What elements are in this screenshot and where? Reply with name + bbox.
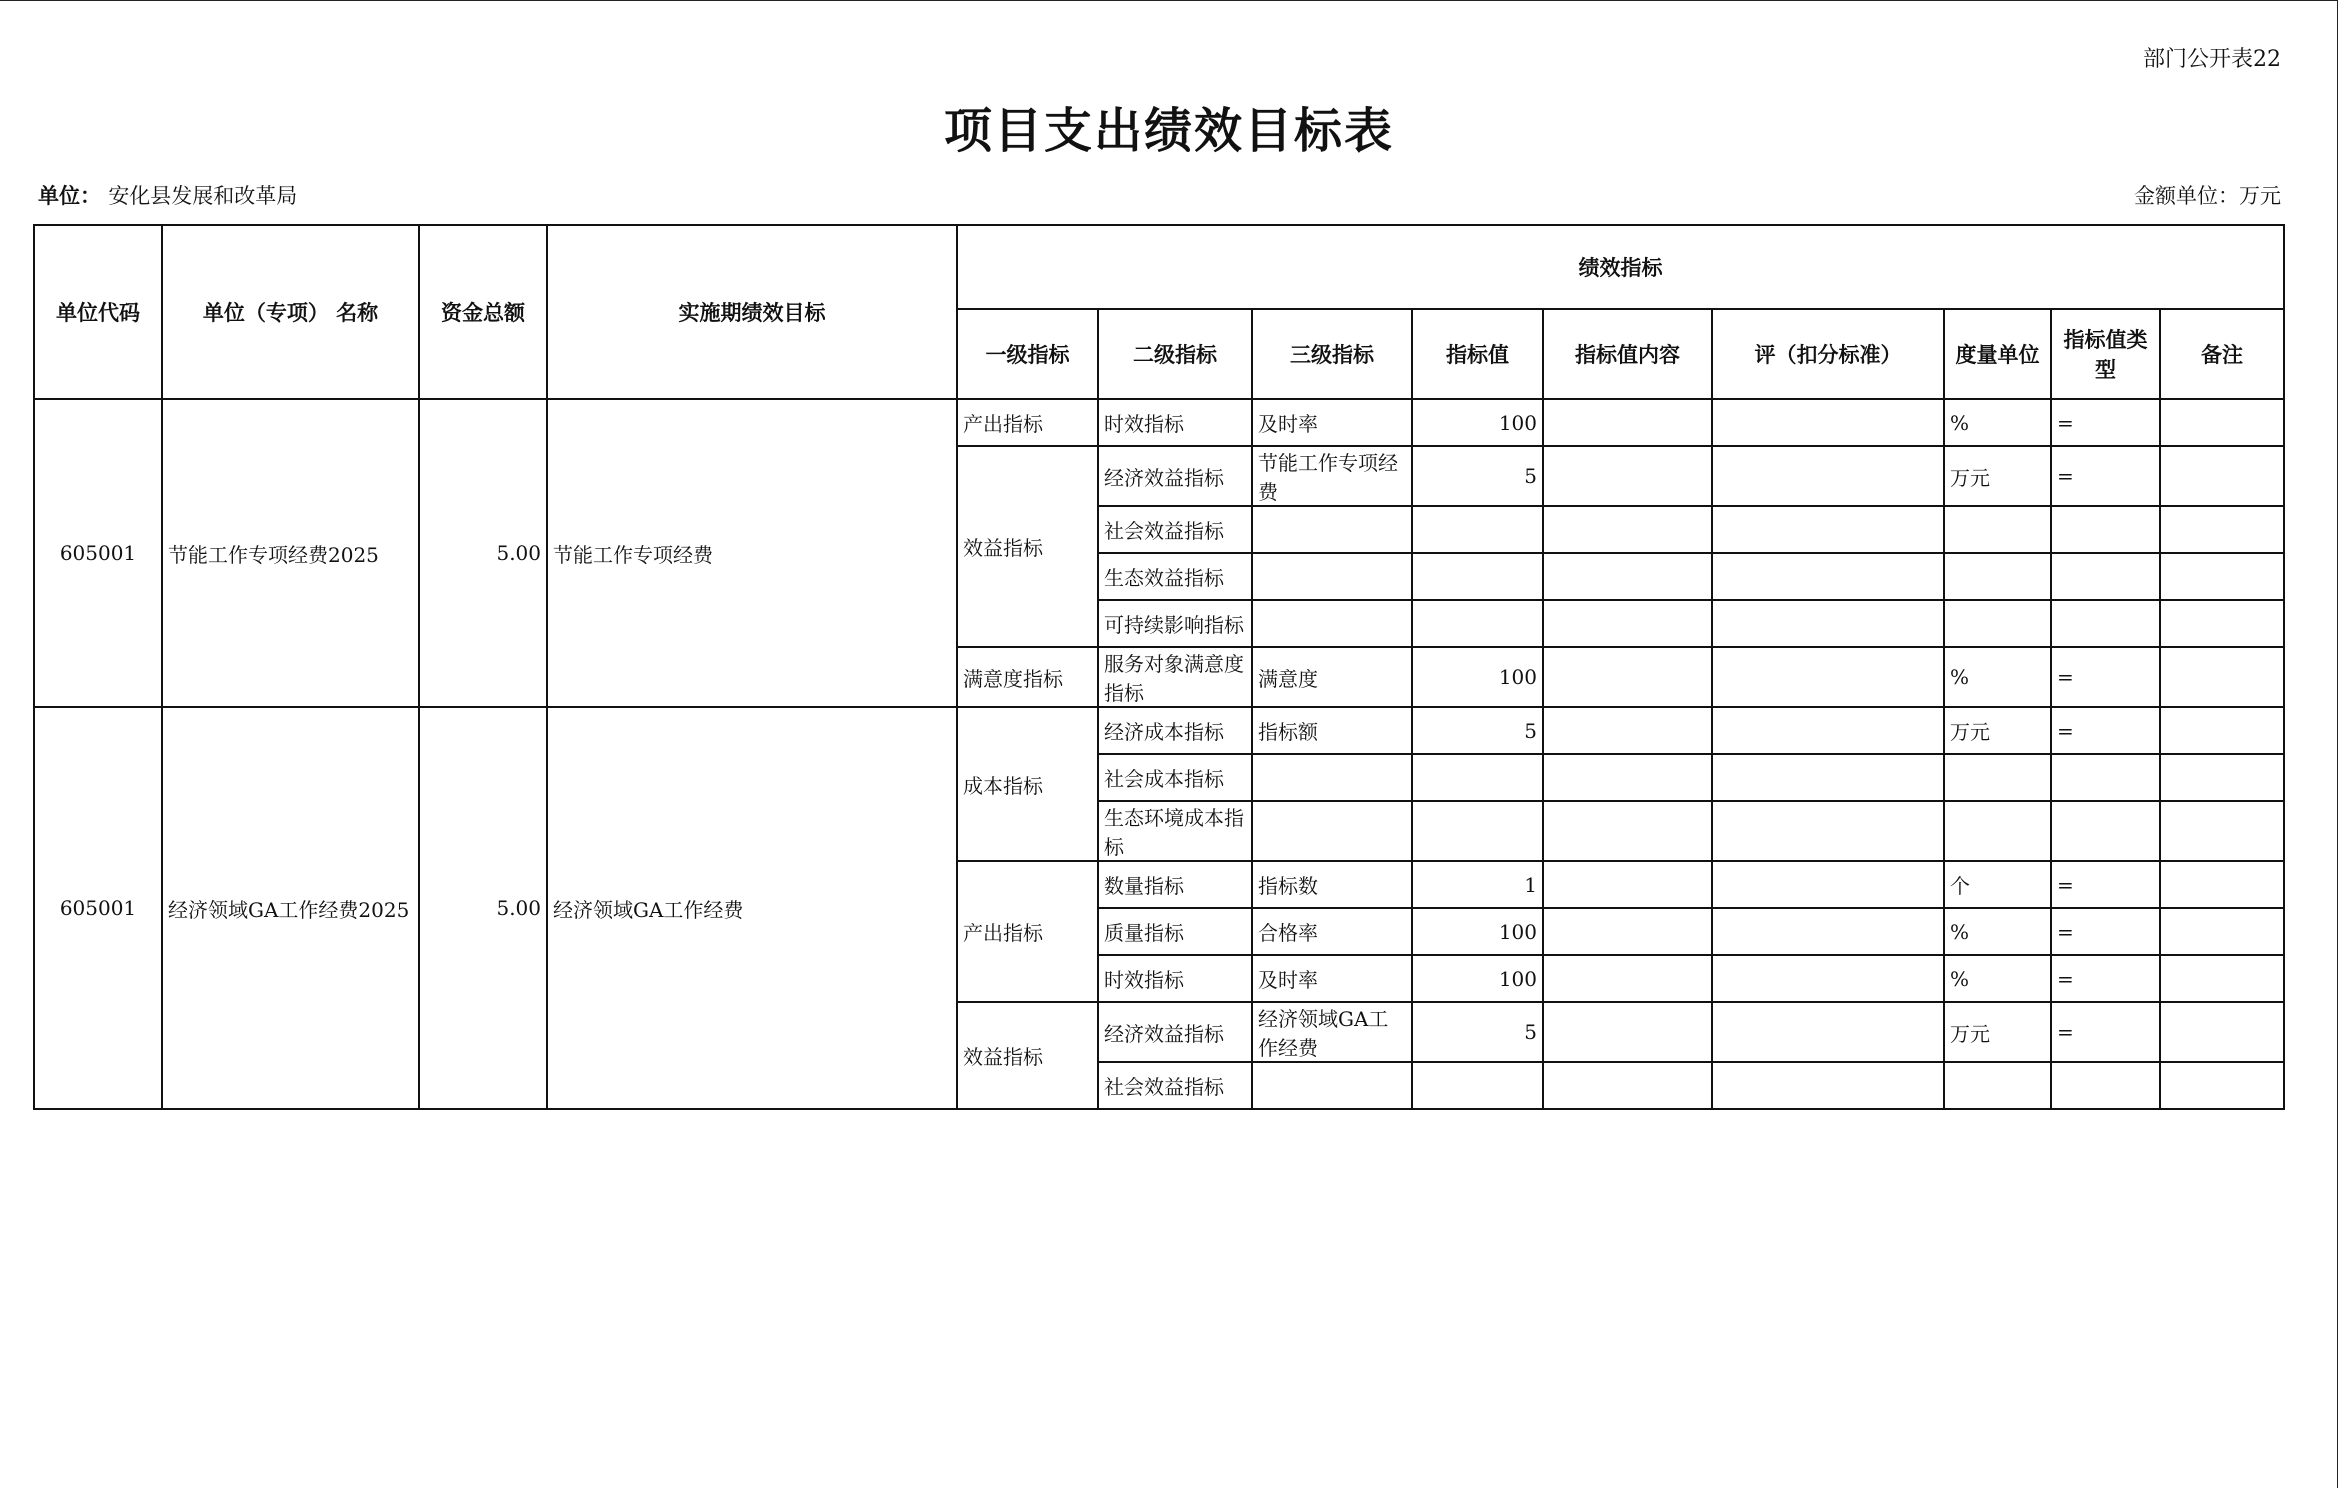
value-type: = <box>2051 1002 2160 1062</box>
level3-indicator: 指标数 <box>1252 861 1412 908</box>
scoring-standard <box>1712 754 1944 801</box>
level1-indicator: 效益指标 <box>957 1002 1098 1109</box>
table-row <box>34 707 2284 754</box>
level2-indicator: 可持续影响指标 <box>1098 600 1252 647</box>
scoring-standard <box>1712 553 1944 600</box>
level2-indicator: 数量指标 <box>1098 861 1252 908</box>
indicator-value-content <box>1543 908 1712 955</box>
measure-unit: 万元 <box>1944 707 2051 754</box>
project-name: 经济领域GA工作经费2025 <box>162 707 419 1109</box>
measure-unit <box>1944 754 2051 801</box>
header-value-content: 指标值内容 <box>1543 309 1712 399</box>
value-type <box>2051 754 2160 801</box>
measure-unit <box>1944 801 2051 861</box>
level1-indicator: 产出指标 <box>957 399 1098 446</box>
remark <box>2160 754 2284 801</box>
remark <box>2160 955 2284 1002</box>
indicator-value: 5 <box>1412 707 1543 754</box>
remark <box>2160 553 2284 600</box>
indicator-value: 5 <box>1412 446 1543 506</box>
level3-indicator: 节能工作专项经费 <box>1252 446 1412 506</box>
level3-indicator: 指标额 <box>1252 707 1412 754</box>
value-type: = <box>2051 446 2160 506</box>
document-code: 部门公开表22 <box>2143 47 2281 72</box>
value-type: = <box>2051 908 2160 955</box>
remark <box>2160 446 2284 506</box>
measure-unit <box>1944 506 2051 553</box>
level3-indicator <box>1252 506 1412 553</box>
header-scoring: 评（扣分标准） <box>1712 309 1944 399</box>
level1-indicator: 满意度指标 <box>957 647 1098 707</box>
value-type <box>2051 553 2160 600</box>
remark <box>2160 647 2284 707</box>
scoring-standard <box>1712 600 1944 647</box>
remark <box>2160 1062 2284 1109</box>
page-title: 项目支出绩效目标表 <box>943 103 1394 159</box>
indicator-value-content <box>1543 446 1712 506</box>
table-body <box>34 399 2284 1109</box>
indicator-value-content <box>1543 600 1712 647</box>
level2-indicator: 社会效益指标 <box>1098 1062 1252 1109</box>
indicator-value-content <box>1543 553 1712 600</box>
indicator-value-content <box>1543 754 1712 801</box>
level2-indicator: 时效指标 <box>1098 399 1252 446</box>
scoring-standard <box>1712 707 1944 754</box>
level2-indicator: 经济成本指标 <box>1098 707 1252 754</box>
level3-indicator <box>1252 801 1412 861</box>
level2-indicator: 质量指标 <box>1098 908 1252 955</box>
level2-indicator: 经济效益指标 <box>1098 446 1252 506</box>
level1-indicator: 成本指标 <box>957 707 1098 861</box>
amount-unit-label: 金额单位： <box>2134 184 2239 208</box>
header-level3: 三级指标 <box>1252 309 1412 399</box>
indicator-value-content <box>1543 861 1712 908</box>
value-type <box>2051 801 2160 861</box>
indicator-value <box>1412 754 1543 801</box>
indicator-value: 100 <box>1412 955 1543 1002</box>
remark <box>2160 908 2284 955</box>
table-row <box>34 399 2284 446</box>
project-funds: 5.00 <box>419 399 547 707</box>
scoring-standard <box>1712 861 1944 908</box>
header-measure-unit: 度量单位 <box>1944 309 2051 399</box>
project-goal: 经济领域GA工作经费 <box>547 707 957 1109</box>
level1-indicator: 效益指标 <box>957 446 1098 647</box>
performance-table <box>33 224 2285 1110</box>
indicator-value: 100 <box>1412 647 1543 707</box>
level2-indicator: 社会效益指标 <box>1098 506 1252 553</box>
header-remark: 备注 <box>2160 309 2284 399</box>
value-type: = <box>2051 647 2160 707</box>
measure-unit: % <box>1944 399 2051 446</box>
scoring-standard <box>1712 506 1944 553</box>
header-goal: 实施期绩效目标 <box>547 225 957 399</box>
indicator-value <box>1412 506 1543 553</box>
amount-unit-line <box>2134 180 2281 210</box>
header-funds: 资金总额 <box>419 225 547 399</box>
header-value-type: 指标值类型 <box>2051 309 2160 399</box>
header-level1: 一级指标 <box>957 309 1098 399</box>
header-indicators: 绩效指标 <box>957 225 2284 309</box>
measure-unit <box>1944 553 2051 600</box>
measure-unit <box>1944 1062 2051 1109</box>
indicator-value <box>1412 553 1543 600</box>
remark <box>2160 801 2284 861</box>
header-name: 单位（专项） 名称 <box>162 225 419 399</box>
indicator-value-content <box>1543 955 1712 1002</box>
value-type <box>2051 506 2160 553</box>
indicator-value-content <box>1543 801 1712 861</box>
remark <box>2160 861 2284 908</box>
indicator-value <box>1412 600 1543 647</box>
scoring-standard <box>1712 647 1944 707</box>
measure-unit <box>1944 600 2051 647</box>
value-type <box>2051 1062 2160 1109</box>
level3-indicator <box>1252 553 1412 600</box>
unit-label: 单位： <box>38 184 101 208</box>
header-level2: 二级指标 <box>1098 309 1252 399</box>
remark <box>2160 399 2284 446</box>
project-code: 605001 <box>34 707 162 1109</box>
measure-unit: % <box>1944 908 2051 955</box>
project-code: 605001 <box>34 399 162 707</box>
top-border <box>0 0 2338 1</box>
level3-indicator: 及时率 <box>1252 955 1412 1002</box>
level3-indicator: 及时率 <box>1252 399 1412 446</box>
unit-name: 安化县发展和改革局 <box>108 184 298 208</box>
level3-indicator <box>1252 754 1412 801</box>
header-value: 指标值 <box>1412 309 1543 399</box>
measure-unit: % <box>1944 955 2051 1002</box>
value-type: = <box>2051 399 2160 446</box>
amount-unit: 万元 <box>2239 184 2281 208</box>
value-type: = <box>2051 955 2160 1002</box>
value-type <box>2051 600 2160 647</box>
level3-indicator <box>1252 600 1412 647</box>
project-name: 节能工作专项经费2025 <box>162 399 419 707</box>
header-code: 单位代码 <box>34 225 162 399</box>
scoring-standard <box>1712 801 1944 861</box>
measure-unit: 万元 <box>1944 1002 2051 1062</box>
indicator-value: 100 <box>1412 399 1543 446</box>
measure-unit: % <box>1944 647 2051 707</box>
indicator-value-content <box>1543 647 1712 707</box>
level2-indicator: 经济效益指标 <box>1098 1002 1252 1062</box>
level2-indicator: 社会成本指标 <box>1098 754 1252 801</box>
remark <box>2160 600 2284 647</box>
indicator-value <box>1412 1062 1543 1109</box>
level1-indicator: 产出指标 <box>957 861 1098 1002</box>
level2-indicator: 生态环境成本指标 <box>1098 801 1252 861</box>
indicator-value <box>1412 801 1543 861</box>
level2-indicator: 服务对象满意度指标 <box>1098 647 1252 707</box>
level3-indicator: 经济领域GA工作经费 <box>1252 1002 1412 1062</box>
level2-indicator: 生态效益指标 <box>1098 553 1252 600</box>
remark <box>2160 707 2284 754</box>
indicator-value-content <box>1543 707 1712 754</box>
unit-line <box>38 180 297 210</box>
measure-unit: 万元 <box>1944 446 2051 506</box>
measure-unit: 个 <box>1944 861 2051 908</box>
indicator-value-content <box>1543 506 1712 553</box>
scoring-standard <box>1712 399 1944 446</box>
indicator-value-content <box>1543 399 1712 446</box>
remark <box>2160 506 2284 553</box>
indicator-value: 100 <box>1412 908 1543 955</box>
value-type: = <box>2051 861 2160 908</box>
level3-indicator <box>1252 1062 1412 1109</box>
scoring-standard <box>1712 908 1944 955</box>
scoring-standard <box>1712 446 1944 506</box>
level3-indicator: 满意度 <box>1252 647 1412 707</box>
scoring-standard <box>1712 1002 1944 1062</box>
level3-indicator: 合格率 <box>1252 908 1412 955</box>
project-goal: 节能工作专项经费 <box>547 399 957 707</box>
remark <box>2160 1002 2284 1062</box>
indicator-value-content <box>1543 1062 1712 1109</box>
indicator-value: 5 <box>1412 1002 1543 1062</box>
indicator-value: 1 <box>1412 861 1543 908</box>
scoring-standard <box>1712 1062 1944 1109</box>
level2-indicator: 时效指标 <box>1098 955 1252 1002</box>
indicator-value-content <box>1543 1002 1712 1062</box>
scoring-standard <box>1712 955 1944 1002</box>
project-funds: 5.00 <box>419 707 547 1109</box>
value-type: = <box>2051 707 2160 754</box>
